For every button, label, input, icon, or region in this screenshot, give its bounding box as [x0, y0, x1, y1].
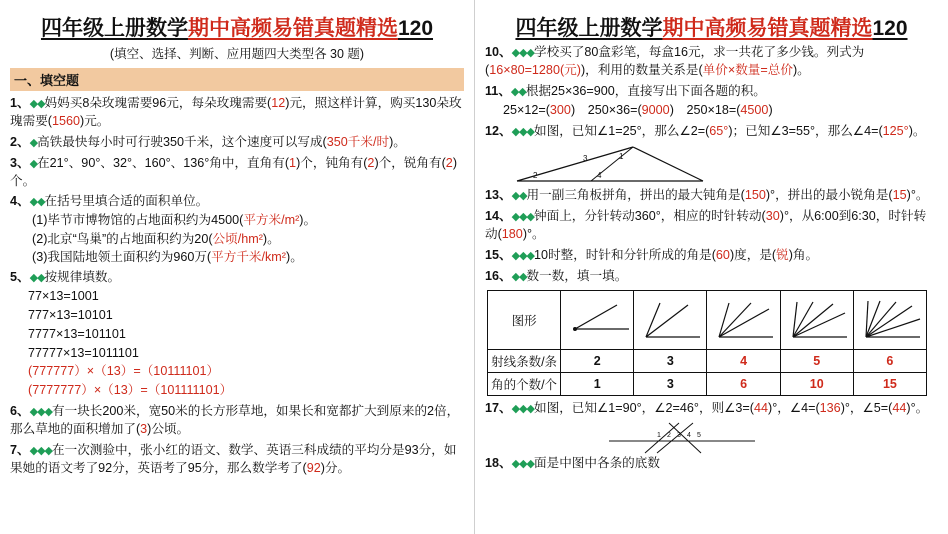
question-4-sub-3-after: )。	[286, 249, 303, 264]
question-4-stars: ◆◆	[29, 196, 45, 209]
question-4-number: 4、	[10, 194, 30, 209]
question-11-calc-c: ) 250×18=(	[669, 102, 741, 117]
question-17-stars: ◆◆◆	[511, 402, 534, 415]
question-13-text-b: )°，拼出的最小锐角是(	[765, 188, 893, 203]
question-13-stars: ◆◆	[511, 190, 527, 203]
svg-text:5: 5	[697, 431, 701, 439]
question-11-calc-a: 25×12=(	[503, 102, 550, 117]
question-17-text-a: 如图，已知∠1=90°，∠2=46°，则∠3=(	[534, 400, 754, 415]
question-4-text-a: 在括号里填合适的面积单位。	[44, 194, 209, 209]
question-7-stars: ◆◆◆	[29, 444, 52, 457]
question-2-answer-1: 350千米/时	[326, 134, 390, 149]
question-15	[485, 247, 938, 265]
question-5-stars: ◆◆	[29, 272, 45, 284]
table-row-figures	[488, 290, 927, 349]
question-15-number: 15、	[485, 248, 512, 263]
question-10-text-c: )。	[792, 62, 810, 77]
question-14-text-b: )°，从6:00到6:30，时针转动(	[485, 209, 927, 242]
question-12-number: 12、	[485, 123, 512, 138]
question-11-stars: ◆◆	[510, 85, 526, 98]
ray-count-4: 5	[780, 349, 853, 372]
question-13	[485, 187, 938, 205]
svg-text:2: 2	[667, 431, 671, 439]
question-4-sub-2-label: (2)北京“鸟巢”的占地面积约为20(	[32, 231, 213, 246]
question-15-text-b: )度，是(	[729, 248, 777, 263]
question-6-text-a: 有一块长200米，宽50米的长方形草地，如果长和宽都扩大到原来的2倍，那么草地的面积增加了(	[10, 404, 460, 437]
question-11-calc-line	[485, 101, 938, 120]
question-12-text-c: )。	[908, 123, 926, 138]
question-16	[485, 268, 938, 286]
angle-count-table	[487, 290, 927, 396]
question-11-calc-b: ) 250×36=(	[570, 102, 642, 117]
question-6-number: 6、	[10, 404, 30, 419]
question-10-answer-2: 单价×数量=总价	[702, 62, 793, 77]
question-13-answer-2: 15	[892, 188, 907, 203]
title-right-part-1: 四年级上册数学	[515, 17, 663, 40]
question-4	[10, 193, 464, 266]
question-1-answer-1: 12	[271, 96, 286, 110]
question-13-text-c: )°。	[906, 188, 929, 203]
right-column	[474, 0, 948, 534]
question-5-line-2: 777×13=10101	[28, 307, 113, 322]
question-14-text-c: )°。	[522, 227, 545, 242]
question-3-stars: ◆	[29, 157, 38, 170]
question-11-text-a: 根据25×36=900，直接写出下面各题的积。	[525, 83, 766, 98]
question-1-answer-2: 1560	[51, 113, 81, 128]
angle-count-2: 3	[634, 372, 707, 395]
question-1-number: 1、	[10, 96, 30, 110]
title-highlight: 期中高频易错真题精选	[187, 17, 398, 40]
question-5-number: 5、	[10, 270, 30, 284]
figure-cell-4-rays	[707, 290, 780, 349]
angle-count-4: 10	[780, 372, 853, 395]
question-12-stars: ◆◆◆	[511, 125, 534, 138]
svg-text:3: 3	[677, 431, 681, 439]
question-18-stars: ◆◆◆	[511, 457, 534, 470]
question-10-answer-1: 16×80=1280(元)	[489, 62, 581, 77]
svg-text:4: 4	[687, 431, 691, 439]
ray-count-1: 2	[561, 349, 634, 372]
question-4-sub-2-answer: 公顷/hm²	[212, 231, 263, 246]
question-17-text-b: )°，∠4=(	[768, 400, 820, 415]
question-12-answer-2: 125°	[882, 123, 909, 138]
question-18-number: 18、	[485, 455, 512, 470]
figure-cell-3-rays	[634, 290, 707, 349]
question-1-stars: ◆◆	[29, 98, 45, 110]
question-11-calc-d: )	[768, 102, 773, 117]
question-11-answer-2: 9000	[641, 102, 670, 117]
question-3-text-b: )个，钝角有(	[296, 155, 368, 170]
question-6-stars: ◆◆◆	[29, 406, 52, 419]
question-13-answer-1: 150	[744, 188, 766, 203]
question-4-sub-2	[10, 230, 464, 248]
question-16-stars: ◆◆	[511, 270, 527, 283]
question-17-answer-2: 136	[819, 400, 841, 415]
title-part-1: 四年级上册数学	[40, 17, 188, 40]
question-17-figure	[485, 421, 938, 455]
question-7-number: 7、	[10, 442, 30, 457]
question-14-number: 14、	[485, 209, 512, 224]
question-5-line-5: (777777）×（13）=（10111101）	[28, 364, 220, 379]
svg-text:3: 3	[583, 154, 588, 164]
question-5-line-1: 77×13=1001	[28, 288, 99, 303]
angle-count-3: 6	[707, 372, 780, 395]
question-14	[485, 208, 938, 244]
page-title	[10, 12, 464, 42]
question-4-sub-3-answer: 平方千米/km²	[211, 249, 286, 264]
question-17-text-c: )°，∠5=(	[840, 400, 893, 415]
question-5-text-a: 按规律填数。	[44, 270, 121, 284]
question-4-sub-3-label: (3)我国陆地领土面积约为960万(	[32, 249, 212, 264]
question-7-text-b: )分。	[320, 460, 351, 475]
question-11-number: 11、	[485, 83, 511, 98]
question-18-text-a: 面是中图中各条的底数	[534, 455, 660, 470]
question-15-stars: ◆◆◆	[511, 250, 534, 263]
svg-text:1: 1	[619, 152, 624, 162]
page-title-right	[485, 12, 938, 42]
question-3	[10, 155, 464, 191]
title-right-part-2: 120	[872, 17, 908, 40]
title-right-highlight: 期中高频易错真题精选	[662, 17, 873, 40]
question-12-text-a: 如图，已知∠1=25°，那么∠2=(	[534, 123, 710, 138]
question-2-stars: ◆	[29, 136, 38, 149]
ray-count-2: 3	[634, 349, 707, 372]
question-11	[485, 83, 938, 120]
question-2	[10, 134, 464, 152]
table-row-ray-count	[488, 349, 927, 372]
question-15-text-c: )角。	[788, 248, 819, 263]
figure-cell-6-rays	[853, 290, 926, 349]
question-5-line-6: (7777777）×（13）=（101111101）	[28, 383, 233, 398]
question-6-text-b: )公顷。	[147, 422, 190, 437]
question-4-sub-1-answer: 平方米/m²	[243, 213, 300, 228]
svg-text:2: 2	[533, 171, 538, 181]
question-4-sub-3	[10, 248, 464, 266]
question-2-number: 2、	[10, 134, 30, 149]
question-11-answer-1: 300	[549, 102, 571, 117]
angle-count-1: 1	[561, 372, 634, 395]
table-header-figure: 图形	[488, 290, 561, 349]
question-18	[485, 455, 938, 473]
question-7-text-a: 在一次测验中，张小红的语文、数学、英语三科成绩的平均分是93分，如果她的语文考了92分，英语考了95分，那么数学考了(	[10, 442, 457, 475]
question-11-answer-3: 4500	[740, 102, 769, 117]
section-heading-fill-blank: 一、填空题	[10, 68, 464, 91]
question-2-text-b: )。	[389, 134, 406, 149]
question-3-answer-3: 2	[445, 155, 453, 170]
question-6-answer-1: 3	[140, 422, 148, 437]
figure-cell-5-rays	[780, 290, 853, 349]
question-7	[10, 442, 464, 478]
question-5-line-3: 7777×13=101101	[28, 326, 126, 341]
ray-count-3: 4	[707, 349, 780, 372]
svg-text:4: 4	[597, 171, 602, 181]
question-4-sub-1	[10, 211, 464, 229]
row-label-angles: 角的个数/个	[488, 372, 561, 395]
question-5	[10, 269, 464, 400]
question-4-sub-1-after: )。	[299, 213, 317, 228]
question-1-text-a: 妈妈买8朵玫瑰需要96元，每朵玫瑰需要(	[44, 96, 272, 110]
ray-count-5: 6	[853, 349, 926, 372]
question-4-sub-1-label: (1)毕节市博物馆的占地面积约为4500(	[32, 213, 244, 228]
question-4-sub-2-after: )。	[262, 231, 280, 246]
question-17-text-d: )°。	[906, 400, 929, 415]
question-14-text-a: 钟面上，分针转动360°，相应的时针转动(	[534, 209, 766, 224]
question-3-number: 3、	[10, 155, 30, 170]
title-part-2: 120	[397, 17, 434, 40]
question-16-number: 16、	[485, 268, 512, 283]
figure-cell-2-rays	[561, 290, 634, 349]
question-12-text-b: )；已知∠3=55°，那么∠4=(	[728, 123, 883, 138]
question-15-text-a: 10时整，时针和分针所成的角是(	[534, 248, 716, 263]
question-17-number: 17、	[485, 400, 512, 415]
question-12-answer-1: 65°	[709, 123, 729, 138]
question-3-answer-2: 2	[367, 155, 375, 170]
question-14-answer-2: 180	[501, 227, 523, 242]
question-10	[485, 44, 938, 80]
question-13-text-a: 用一副三角板拼角，拼出的最大钝角是(	[526, 188, 745, 203]
question-17	[485, 400, 938, 418]
svg-text:1: 1	[657, 431, 661, 439]
question-16-text-a: 数一数，填一填。	[526, 268, 628, 283]
question-3-text-d: )个。	[10, 155, 458, 188]
question-12-figure	[485, 143, 938, 187]
question-5-line-4: 77777×13=1011101	[28, 345, 139, 360]
question-10-text-b: )，利用的数量关系是(	[580, 62, 703, 77]
question-15-answer-1: 60	[715, 248, 730, 263]
question-10-stars: ◆◆◆	[511, 47, 534, 59]
question-13-number: 13、	[485, 188, 512, 203]
row-label-rays: 射线条数/条	[488, 349, 561, 372]
question-14-stars: ◆◆◆	[511, 211, 534, 224]
question-15-answer-2: 锐	[776, 248, 789, 263]
question-7-answer-1: 92	[306, 460, 321, 475]
question-6	[10, 403, 464, 439]
question-3-text-c: )个，锐角有(	[374, 155, 446, 170]
question-3-answer-1: 1	[289, 155, 297, 170]
page-subtitle: (填空、选择、判断、应用题四大类型各 30 题)	[109, 47, 365, 61]
angle-count-5: 15	[853, 372, 926, 395]
question-17-answer-3: 44	[892, 400, 907, 415]
question-2-text-a: 高铁最快每小时可行驶350千米，这个速度可以写成(	[37, 134, 327, 149]
question-1-text-b: )元，照这样计算，购买130朵玫瑰需要(	[10, 96, 462, 128]
question-17-answer-1: 44	[753, 400, 768, 415]
question-12	[485, 123, 938, 141]
question-14-answer-1: 30	[765, 209, 780, 224]
question-1	[10, 95, 464, 131]
question-3-text-a: 在21°、90°、32°、160°、136°角中，直角有(	[37, 155, 290, 170]
question-10-text-a: 学校买了80盒彩笔，每盒16元，求一共花了多少钱。列式为(	[485, 45, 865, 77]
table-row-angle-count	[488, 372, 927, 395]
question-10-number: 10、	[485, 45, 512, 59]
question-1-text-c: )元。	[80, 113, 110, 128]
